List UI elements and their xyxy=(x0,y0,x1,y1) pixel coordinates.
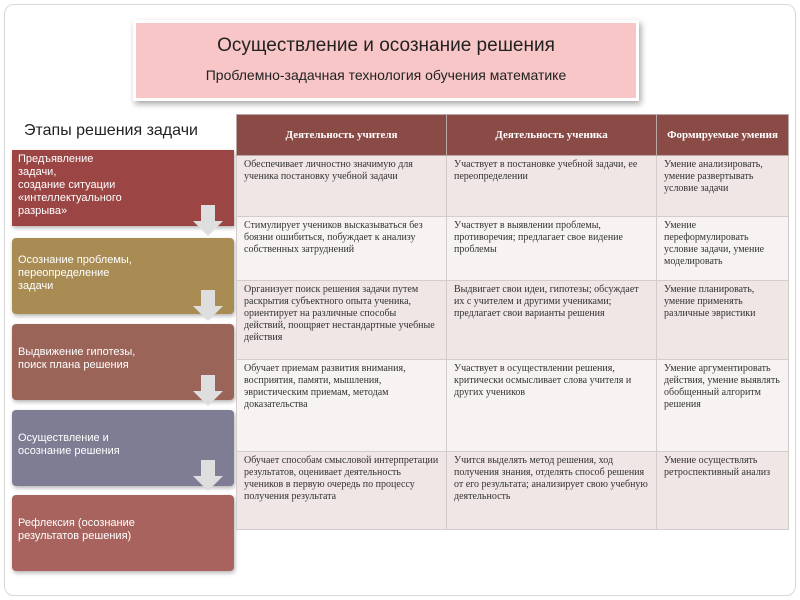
table-row xyxy=(237,452,789,530)
stage-4-label: Осуществление и осознание решения xyxy=(18,432,120,457)
table-header-row xyxy=(237,115,789,156)
table-row xyxy=(237,360,789,452)
stage-5-label: Рефлексия (осознание результатов решения) xyxy=(18,517,135,542)
header-student-activity: Деятельность ученика xyxy=(447,115,657,156)
table-cell: Участвует в осуществлении решения, критически осмысливает слова учителя и других учеников xyxy=(447,360,657,452)
slide-subtitle: Проблемно-задачная технология обучения математике xyxy=(205,67,567,83)
table-cell: Участвует в постановке учебной задачи, ее переопределении xyxy=(447,156,657,217)
table-cell: Обеспечивает личностно значимую для ученика постановку учебной задачи xyxy=(237,156,447,217)
table-row xyxy=(237,156,789,217)
title-box xyxy=(133,20,639,101)
stages-label: Этапы решения задачи xyxy=(24,122,198,139)
table-row xyxy=(237,281,789,360)
stage-3-label: Выдвижение гипотезы, поиск плана решения xyxy=(18,346,136,371)
table-cell: Обучает способам смысловой интерпретации результатов, оценивает деятельность учеников в первую очередь по процессу получения результата xyxy=(237,452,447,530)
table-cell: Умение осуществлять ретроспективный анализ xyxy=(657,452,789,530)
table-cell: Умение аргументировать действия, умение выявлять обобщенный алгоритм решения xyxy=(657,360,789,452)
activities-table xyxy=(236,114,789,530)
table-cell: Умение анализировать, умение развертывать условие задачи xyxy=(657,156,789,217)
table-cell: Обучает приемам развития внимания, восприятия, памяти, мышления, эвристическим приемам, методам доказательства xyxy=(237,360,447,452)
table-cell: Участвует в выявлении проблемы, противоречия; предлагает свое видение проблемы xyxy=(447,217,657,281)
table-cell: Организует поиск решения задачи путем раскрытия субъектного опыта ученика, ориентирует на различные способы действий, поощряет нестандартные учебные действия xyxy=(237,281,447,360)
table-cell: Умение планировать, умение применять различные эвристики xyxy=(657,281,789,360)
table-cell: Учится выделять метод решения, ход получения знания, отделять способ решения от его результата; анализирует свою учебную деятельность xyxy=(447,452,657,530)
stage-5 xyxy=(12,495,234,571)
header-teacher-activity: Деятельность учителя xyxy=(237,115,447,156)
header-skills: Формируемые умения xyxy=(657,115,789,156)
stage-2-label: Осознание проблемы, переопределение задачи xyxy=(18,254,132,292)
table-cell: Выдвигает свои идеи, гипотезы; обсуждает их с учителем и другими учениками; предлагает свои варианты решения xyxy=(447,281,657,360)
table-row xyxy=(237,217,789,281)
table-cell: Умение переформулировать условие задачи, умение моделировать xyxy=(657,217,789,281)
table-cell: Стимулирует учеников высказываться без боязни ошибиться, побуждает к анализу собственных затруднений xyxy=(237,217,447,281)
slide-title: Осуществление и осознание решения xyxy=(217,35,555,56)
stage-1-label: Предъявление задачи, создание ситуации «интеллектуального разрыва» xyxy=(18,153,122,217)
